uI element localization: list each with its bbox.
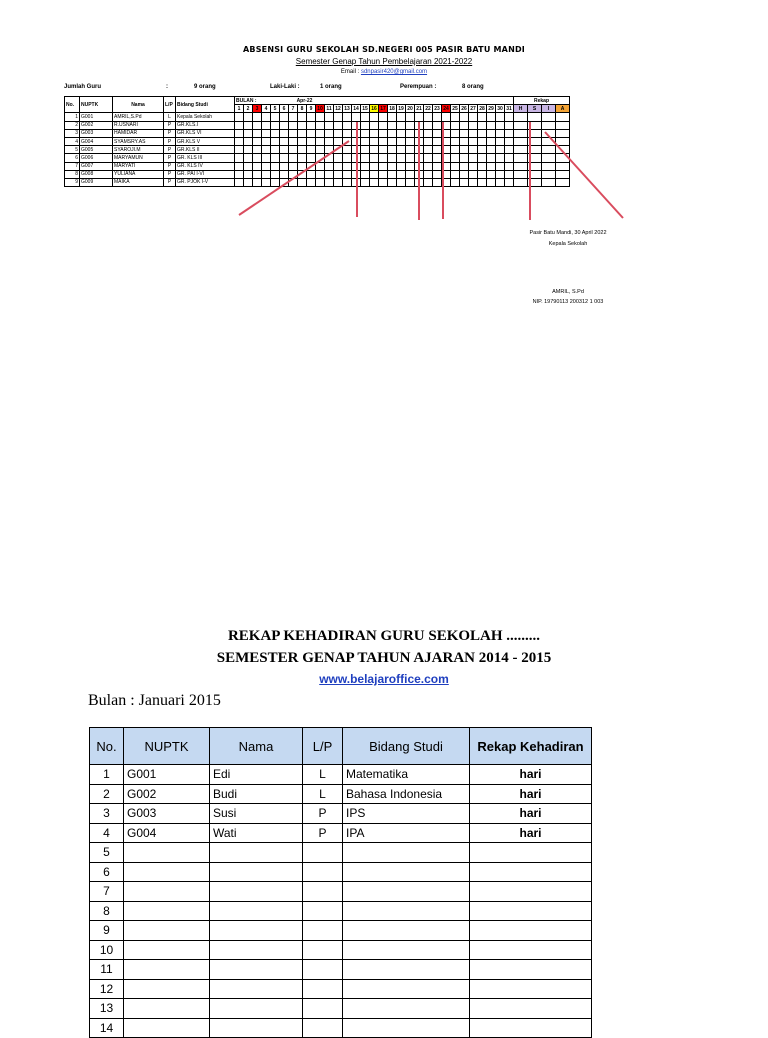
cell-lp[interactable] [303,862,343,882]
day-header-21: 21 [416,105,422,112]
cell-no: 3 [65,129,80,137]
cell-no: 12 [90,979,124,999]
cell-lp: P [164,137,176,145]
cell-nuptk[interactable]: G002 [124,784,210,804]
cell-nuptk[interactable]: G001 [124,765,210,785]
header-bidang: Bidang Studi [176,97,235,113]
cell-bidang: GR.KLS II [176,146,235,154]
cell-rekap[interactable] [470,979,592,999]
table-row [90,901,592,921]
cell-lp[interactable]: P [303,804,343,824]
header-nuptk: NUPTK [80,97,113,113]
cell-no: 14 [90,1018,124,1038]
cell-lp: P [164,178,176,186]
cell-nama[interactable] [210,882,303,902]
perempuan-label: Perempuan : [400,84,437,90]
day-header-20: 20 [407,105,413,112]
header-nuptk: NUPTK [124,728,210,765]
cell-no: 9 [65,178,80,186]
day-header-1: 1 [235,105,244,113]
cell-lp[interactable]: L [303,765,343,785]
cell-nuptk[interactable] [124,960,210,980]
cell-nuptk: G009 [80,178,113,186]
cell-lp[interactable] [303,882,343,902]
cell-rekap[interactable] [470,862,592,882]
cell-nuptk[interactable] [124,979,210,999]
table-row [90,1018,592,1038]
cell-rekap[interactable] [470,1018,592,1038]
table-row [90,882,592,902]
cell-nama[interactable] [210,999,303,1019]
cell-no: 4 [65,137,80,145]
day-header-10: 10 [317,105,323,112]
cell-bidang[interactable]: IPS [343,804,470,824]
day-header-2: 2 [244,105,253,113]
cell-nama[interactable] [210,960,303,980]
cell-bidang: Kepala Sekolah [176,113,235,121]
cell-bidang[interactable]: Matematika [343,765,470,785]
cell-bidang: GR.KLS VI [176,129,235,137]
table-row [90,999,592,1019]
header-nama: Nama [210,728,303,765]
day-header-11: 11 [326,105,332,112]
day-header-26: 26 [461,105,467,112]
cell-no: 6 [65,154,80,162]
cell-lp[interactable]: P [303,823,343,843]
day-header-23: 23 [434,105,440,112]
jumlah-guru-label: Jumlah Guru [64,84,102,90]
cell-bidang: GR. KLS IV [176,162,235,170]
cell-nuptk: G008 [80,170,113,178]
table-row [90,823,592,843]
header-lp: L/P [164,97,176,113]
table-row [90,979,592,999]
bulan-label: BULAN : [236,97,257,104]
day-header-9: 9 [307,105,316,113]
cell-no: 9 [90,921,124,941]
cell-nama[interactable] [210,979,303,999]
cell-bidang: GR.KLS V [176,137,235,145]
table-row [90,921,592,941]
cell-bidang[interactable] [343,979,470,999]
cell-nuptk[interactable]: G003 [124,804,210,824]
cell-nuptk: G004 [80,137,113,145]
cell-nama: R.USNARI [113,121,164,129]
cell-no: 8 [90,901,124,921]
day-header-12: 12 [335,105,341,112]
cell-nuptk[interactable] [124,999,210,1019]
cell-nama[interactable]: Budi [210,784,303,804]
attendance-subtitle: Semester Genap Tahun Pembelajaran 2021-2022 [295,57,473,66]
cell-rekap[interactable] [470,960,592,980]
day-header-14: 14 [353,105,359,112]
cell-lp[interactable]: L [303,784,343,804]
table-row [90,765,592,785]
header-bidang: Bidang Studi [343,728,470,765]
cell-lp: P [164,129,176,137]
cell-no: 13 [90,999,124,1019]
website-link[interactable]: www.belajaroffice.com [319,672,449,686]
cell-bidang: GR.KLS.I [176,121,235,129]
rekap-title: REKAP KEHADIRAN GURU SEKOLAH ......... [227,628,541,644]
cell-nuptk[interactable] [124,940,210,960]
cell-no: 1 [90,765,124,785]
email-link[interactable]: sdnpasir420@gmail.com [360,69,428,75]
cell-nuptk: G001 [80,113,113,121]
header-row [90,728,592,765]
cell-no: 7 [65,162,80,170]
cell-lp: P [164,121,176,129]
cell-lp[interactable] [303,940,343,960]
cell-lp[interactable] [303,999,343,1019]
cell-no: 5 [65,146,80,154]
email-label: Email : [340,69,361,75]
header-lp: L/P [303,728,343,765]
cell-nuptk: G003 [80,129,113,137]
day-header-25: 25 [452,105,458,112]
cell-nama: YULIANA [113,170,164,178]
day-header-18: 18 [389,105,395,112]
cell-nuptk[interactable] [124,901,210,921]
cell-bidang[interactable] [343,901,470,921]
header-rekap: Rekap Kehadiran [470,728,592,765]
bulan-label: Bulan : Januari 2015 [88,692,221,709]
cell-rekap[interactable] [470,843,592,863]
cell-no: 10 [90,940,124,960]
day-header-7: 7 [289,105,298,113]
day-header-6: 6 [280,105,289,113]
cell-rekap[interactable] [470,882,592,902]
cell-lp: L [164,113,176,121]
rekap-header-i: I [542,105,556,113]
cell-nama[interactable]: Susi [210,804,303,824]
cell-bidang[interactable] [343,921,470,941]
annotation-line [239,141,349,215]
cell-lp[interactable] [303,1018,343,1038]
cell-nama[interactable] [210,1018,303,1038]
cell-nama[interactable]: Wati [210,823,303,843]
cell-lp: P [164,162,176,170]
cell-no: 7 [90,882,124,902]
cell-no: 3 [90,804,124,824]
signature-role: Kepala Sekolah [548,241,588,247]
cell-rekap[interactable]: hari [470,765,592,785]
cell-nuptk[interactable] [124,843,210,863]
day-header-15: 15 [362,105,368,112]
signature-place-date: Pasir Batu Mandi, 30 April 2022 [529,230,607,236]
cell-no: 8 [65,170,80,178]
perempuan-value: 8 orang [462,84,484,90]
rekap-subtitle: SEMESTER GENAP TAHUN AJARAN 2014 - 2015 [216,650,552,666]
jumlah-guru-colon: : [166,84,168,90]
day-header-3: 3 [253,105,262,113]
signature-nip: NIP. 19790113 200312 1 003 [532,299,604,305]
laki-label: Laki-Laki : [270,84,300,90]
day-header-13: 13 [344,105,350,112]
cell-lp[interactable] [303,843,343,863]
table-row [90,843,592,863]
cell-nama[interactable] [210,940,303,960]
cell-rekap[interactable] [470,901,592,921]
cell-no: 6 [90,862,124,882]
cell-nama: MARYAMUN [113,154,164,162]
laki-value: 1 orang [320,84,342,90]
header-no: No. [90,728,124,765]
cell-lp[interactable] [303,901,343,921]
cell-nama[interactable]: Edi [210,765,303,785]
cell-bidang[interactable] [343,960,470,980]
cell-bidang[interactable]: IPA [343,823,470,843]
cell-lp: P [164,146,176,154]
cell-bidang: GR. KLS III [176,154,235,162]
rekap-header-a: A [556,105,570,113]
cell-nama[interactable] [210,862,303,882]
cell-bidang[interactable] [343,843,470,863]
cell-bidang[interactable] [343,999,470,1019]
day-header-27: 27 [470,105,476,112]
day-header-4: 4 [262,105,271,113]
cell-lp: P [164,170,176,178]
header-rekap: Rekap [514,97,570,105]
cell-lp[interactable] [303,921,343,941]
jumlah-guru-value: 9 orang [194,84,216,90]
day-header-28: 28 [479,105,485,112]
cell-rekap[interactable] [470,999,592,1019]
cell-rekap[interactable]: hari [470,784,592,804]
cell-nuptk[interactable]: G004 [124,823,210,843]
cell-nuptk: G005 [80,146,113,154]
day-header-19: 19 [398,105,404,112]
cell-nama[interactable] [210,843,303,863]
cell-no: 2 [90,784,124,804]
table-row [90,862,592,882]
table-row [90,960,592,980]
cell-nama: MARYATI [113,162,164,170]
cell-bidang: GR. PJOK I-V [176,178,235,186]
cell-nama: SYAROJI.M [113,146,164,154]
cell-no: 2 [65,121,80,129]
annotation-line [545,132,623,218]
day-header-17: 17 [380,105,386,112]
cell-bidang[interactable]: Bahasa Indonesia [343,784,470,804]
cell-nama[interactable] [210,901,303,921]
cell-nama: SYAMSRY.AS [113,137,164,145]
cell-no: 11 [90,960,124,980]
cell-bidang[interactable] [343,882,470,902]
day-header-22: 22 [425,105,431,112]
day-header-29: 29 [488,105,494,112]
attendance-title: ABSENSI GURU SEKOLAH SD.NEGERI 005 PASIR BATU MANDI [243,45,525,54]
header-nama: Nama [113,97,164,113]
cell-rekap[interactable]: hari [470,823,592,843]
cell-rekap[interactable] [470,940,592,960]
cell-nuptk[interactable] [124,882,210,902]
table-row [90,940,592,960]
bulan-value: Apr-22 [296,97,313,104]
cell-nuptk: G002 [80,121,113,129]
cell-no: 5 [90,843,124,863]
day-header-5: 5 [271,105,280,113]
signature-name: AMRIL, S.Pd [552,289,584,295]
day-header-16: 16 [371,105,377,112]
cell-nuptk: G006 [80,154,113,162]
cell-bidang: GR. PAI I-VI [176,170,235,178]
cell-bidang[interactable] [343,862,470,882]
rekap-table [89,727,592,1038]
cell-nama: MAIKA [113,178,164,186]
cell-nuptk[interactable] [124,862,210,882]
day-header-30: 30 [497,105,503,112]
day-header-31: 31 [506,105,512,112]
cell-nuptk[interactable] [124,1018,210,1038]
cell-lp[interactable] [303,979,343,999]
cell-rekap[interactable] [470,921,592,941]
cell-no: 1 [65,113,80,121]
table-row [90,784,592,804]
day-header-24: 24 [443,105,449,112]
cell-no: 4 [90,823,124,843]
cell-nama[interactable] [210,921,303,941]
rekap-header-h: H [514,105,528,113]
table-row [90,804,592,824]
cell-nama: HAMIDAR [113,129,164,137]
cell-rekap[interactable]: hari [470,804,592,824]
rekap-header-s: S [528,105,542,113]
cell-nama: AMRIL,S.Pd [113,113,164,121]
header-no: No. [65,97,80,113]
cell-nuptk: G007 [80,162,113,170]
cell-nuptk[interactable] [124,921,210,941]
cell-lp[interactable] [303,960,343,980]
cell-bidang[interactable] [343,1018,470,1038]
cell-lp: P [164,154,176,162]
day-header-8: 8 [298,105,307,113]
cell-bidang[interactable] [343,940,470,960]
annotation-lines [0,0,768,230]
